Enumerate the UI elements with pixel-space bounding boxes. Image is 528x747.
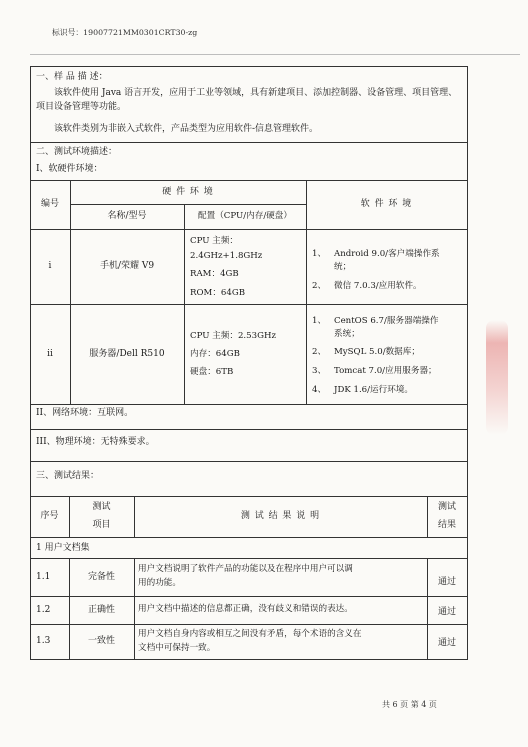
page-number: 共 6 页 第 4 页: [382, 700, 437, 709]
result-status: 通过: [437, 638, 456, 648]
divider: [30, 461, 468, 462]
row-number: i: [48, 261, 52, 271]
document-id: 标识号：19007721MM0301CRT30-zg: [52, 28, 198, 37]
software-item: 微信 7.0.3/应用软件。: [334, 281, 422, 291]
result-item: 一致性: [87, 636, 115, 646]
results-col-desc: 测 试 结 果 说 明: [240, 511, 321, 521]
software-index: 1、: [312, 316, 327, 326]
results-col-result-line1: 测试: [437, 501, 456, 512]
section1-para1: 该软件使用 Java 语言开发，应用于工业等领域，具有新建项目、添加控制器、设备管理、项目管理、项目设备管理等功能。: [36, 88, 458, 112]
divider: [30, 142, 468, 143]
result-no: 1.1: [36, 571, 51, 582]
config-line: 内存：64GB: [190, 349, 240, 359]
results-col-item-line1: 测试: [92, 501, 111, 512]
device-name: 手机/荣耀 V9: [99, 261, 155, 271]
result-status: 通过: [437, 606, 456, 617]
section2-title: 二、测试环境描述：: [36, 147, 118, 157]
software-item-cont: 统；: [334, 262, 352, 272]
frame-right: [467, 66, 468, 659]
results-col-no: 序号: [40, 511, 59, 521]
col-header-config: 配置（CPU/内存/硬盘）: [198, 211, 292, 221]
config-line: CPU 主频：: [190, 236, 238, 246]
divider: [30, 429, 468, 430]
seal-stamp-edge: [486, 320, 508, 435]
results-col-item-line2: 项目: [92, 519, 111, 530]
results-group-title: 1 用户文档集: [36, 543, 90, 553]
col-header-no: 编号: [40, 199, 59, 209]
section1-title: 一、样 品 描 述：: [36, 72, 108, 82]
section3-title: 三、测试结果：: [36, 471, 100, 481]
config-line: 2.4GHz+1.8GHz: [190, 251, 263, 261]
software-item: JDK 1.6/运行环境。: [334, 385, 414, 395]
result-desc: 用户文档中描述的信息都正确，没有歧义和错误的表达。: [138, 604, 353, 614]
device-name: 服务器/Dell R510: [89, 348, 165, 359]
result-desc: 用户文档说明了软件产品的功能以及在程序中用户可以调: [138, 564, 353, 574]
result-no: 1.2: [36, 604, 51, 615]
software-index: 2、: [312, 347, 327, 357]
result-item: 完备性: [87, 571, 115, 582]
result-no: 1.3: [36, 636, 51, 646]
config-line: ROM：64GB: [190, 288, 246, 298]
result-status: 通过: [437, 576, 456, 587]
result-item: 正确性: [87, 604, 115, 615]
result-desc-cont: 用的功能。: [138, 578, 181, 588]
section2-sub1: I、软硬件环境：: [36, 164, 103, 174]
row-number: ii: [47, 348, 53, 359]
frame-bottom: [30, 659, 468, 660]
software-index: 3、: [312, 366, 327, 376]
software-item: Android 9.0/客户端操作系: [334, 249, 440, 259]
col-header-name: 名称/型号: [107, 211, 147, 221]
col-header-hardware: 硬 件 环 境: [162, 186, 214, 197]
frame-top: [30, 66, 468, 67]
result-desc-cont: 文档中可保持一致。: [138, 643, 216, 653]
software-index: 1、: [312, 249, 327, 259]
config-line: RAM：4GB: [190, 269, 239, 279]
software-item: CentOS 6.7/服务器端操作: [334, 316, 439, 326]
grid-line: [30, 537, 468, 538]
software-item: MySQL 5.0/数据库；: [334, 347, 420, 357]
software-item-cont: 系统；: [334, 329, 360, 339]
config-line: CPU 主频：2.53GHz: [190, 331, 276, 341]
grid-line: [134, 558, 135, 659]
header-divider: [30, 54, 520, 55]
grid-line: [30, 404, 468, 405]
physical-env: III、物理环境：无特殊要求。: [36, 437, 155, 447]
software-index: 4、: [312, 385, 327, 395]
result-desc: 用户文档自身内容或相互之间没有矛盾，每个术语的含义在: [138, 629, 362, 639]
network-env: II、网络环境：互联网。: [36, 408, 134, 418]
col-header-software: 软 件 环 境: [360, 199, 413, 209]
software-index: 2、: [312, 281, 327, 291]
software-item: Tomcat 7.0/应用服务器；: [334, 366, 437, 376]
config-line: 硬盘：6TB: [190, 367, 234, 377]
section1-para2: 该软件类别为非嵌入式软件，产品类型为应用软件-信息管理软件。: [54, 124, 319, 134]
results-col-result-line2: 结果: [437, 519, 456, 530]
